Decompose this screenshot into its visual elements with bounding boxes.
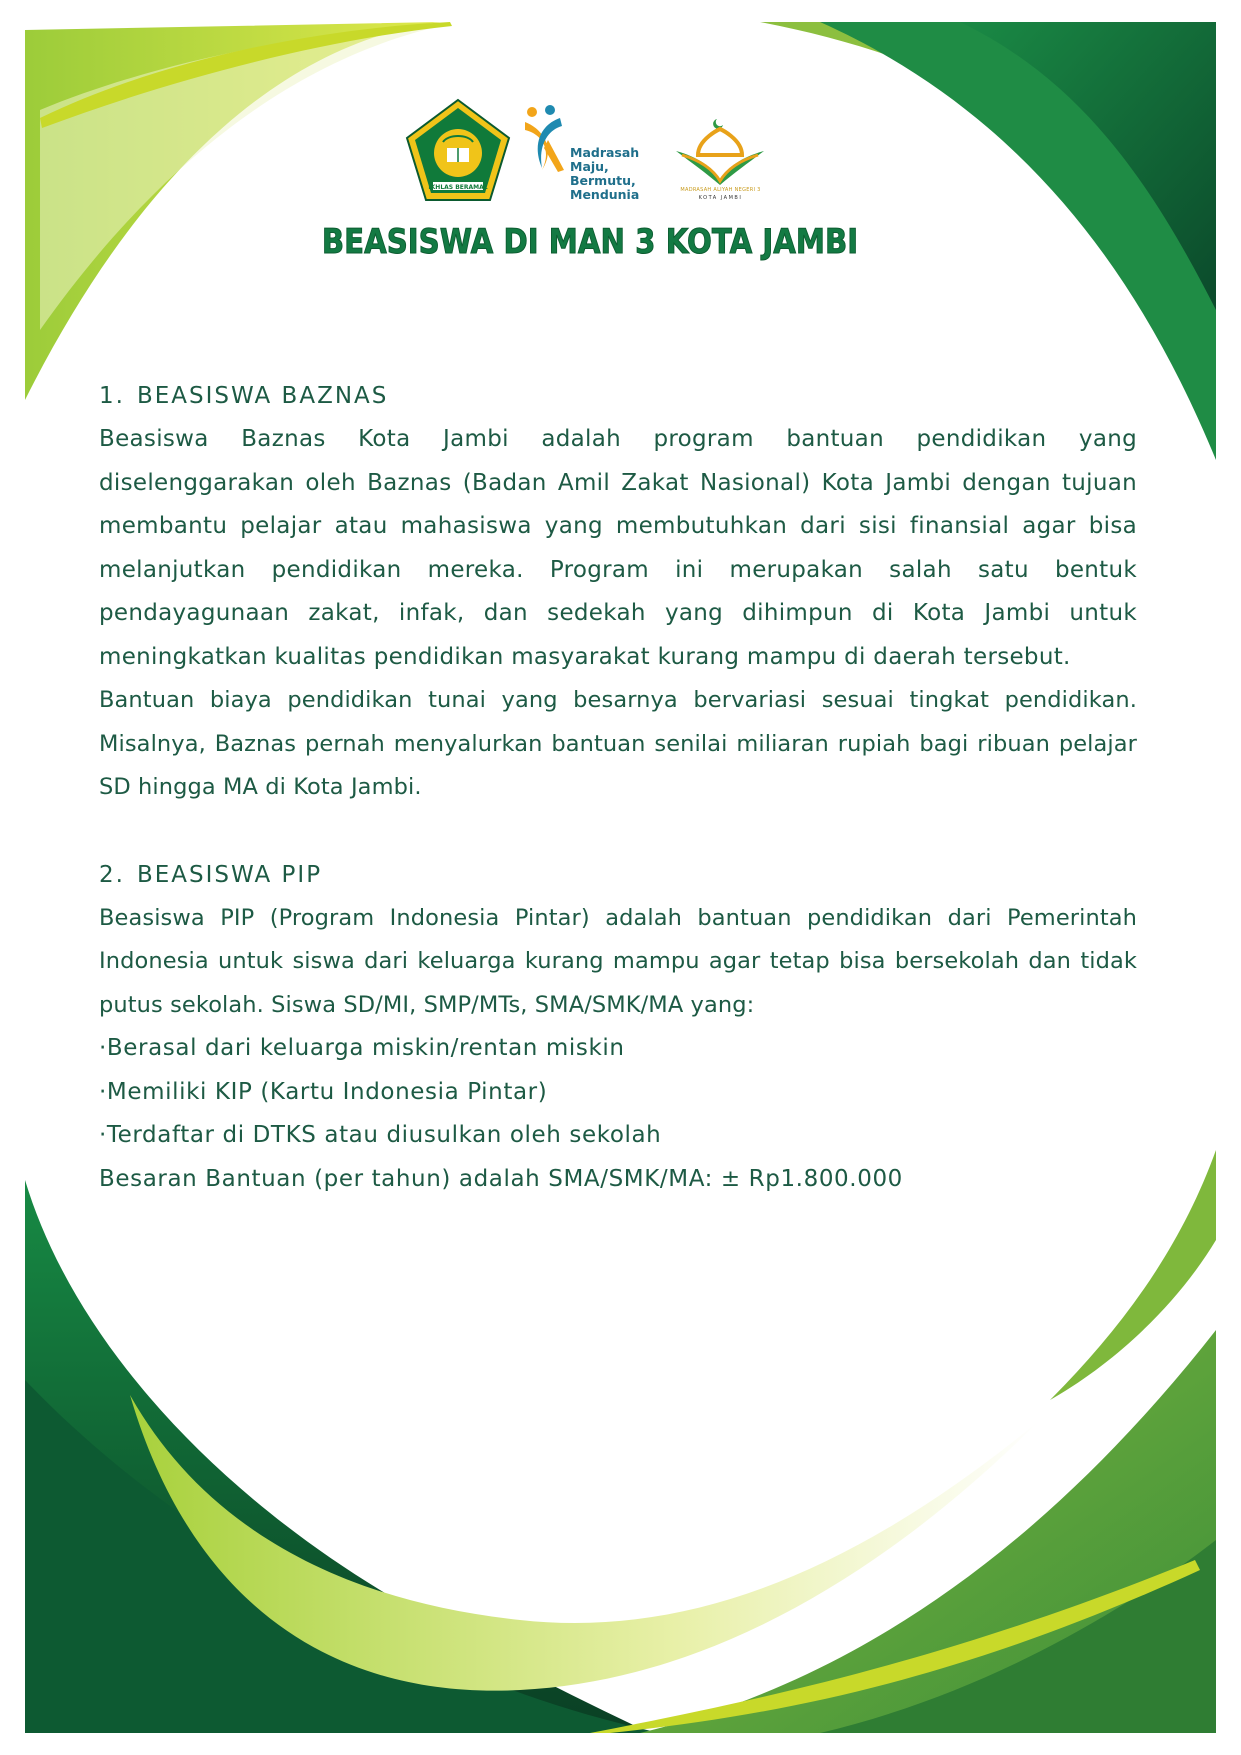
tagline-line-2: Bermutu, xyxy=(570,173,636,188)
document-body xyxy=(99,375,1137,1201)
tagline-line-1: Madrasah Maju, xyxy=(570,145,640,174)
list-item: ·Berasal dari keluarga miskin/rentan miskin xyxy=(99,1035,625,1061)
madrasah-maju-logo xyxy=(520,100,660,202)
section-heading-pip xyxy=(99,854,1137,897)
paragraph-baznas-amount: Bantuan biaya pendidikan tunai yang besarnya bervariasi sesuai tingkat pendidikan. Misalnya, Baznas pernah menyalurkan bantuan senilai miliaran rupiah bagi ribuan pelajar SD hingga MA di Kota Jambi. xyxy=(99,687,1137,800)
pip-amount-line: Besaran Bantuan (per tahun) adalah SMA/SMK/MA: ± Rp1.800.000 xyxy=(99,1165,903,1192)
section-heading-baznas xyxy=(99,375,1137,418)
list-item: ·Memiliki KIP (Kartu Indonesia Pintar) xyxy=(99,1078,548,1105)
section-number: 2. xyxy=(99,861,125,888)
tagline-line-3: Mendunia xyxy=(570,187,640,202)
paragraph-baznas-intro: Beasiswa Baznas Kota Jambi adalah program bantuan pendidikan yang diselenggarakan oleh Baznas (Badan Amil Zakat Nasional) Kota Jambi dengan tujuan membantu pelajar atau mahasiswa yang membutuhkan dari sisi finansial agar bisa melanjutkan pendidikan mereka. Program ini merupakan salah satu bentuk pendayagunaan zakat, infak, dan sedekah yang dihimpun di Kota Jambi untuk meningkatkan kualitas pendidikan masyarakat kurang mampu di daerah tersebut. xyxy=(99,426,1137,670)
paragraph-pip-intro: Beasiswa PIP (Program Indonesia Pintar) adalah bantuan pendidikan dari Pemerintah Indonesia untuk siswa dari keluarga kurang mampu agar tetap bisa bersekolah dan tidak putus sekolah. Siswa SD/MI, SMP/MTs, SMA/SMK/MA yang: xyxy=(99,904,1137,1018)
list-item: ·Terdaftar di DTKS atau diusulkan oleh sekolah xyxy=(99,1122,662,1148)
section-heading-text: BEASISWA PIP xyxy=(137,861,323,888)
section-number: 1. xyxy=(99,383,125,409)
section-heading-text: BEASISWA BAZNAS xyxy=(137,383,389,409)
page-title: BEASISWA DI MAN 3 KOTA JAMBI xyxy=(321,222,859,262)
kemenag-logo xyxy=(403,98,513,204)
man3-logo-caption-city: KOTA JAMBI xyxy=(698,195,743,201)
man3-logo xyxy=(668,115,773,201)
kemenag-logo-text: IKHLAS BERAMAL xyxy=(428,184,488,191)
man3-logo-caption: MADRASAH ALIYAH NEGERI 3 xyxy=(680,187,761,193)
madrasah-logo-tagline xyxy=(570,146,660,202)
